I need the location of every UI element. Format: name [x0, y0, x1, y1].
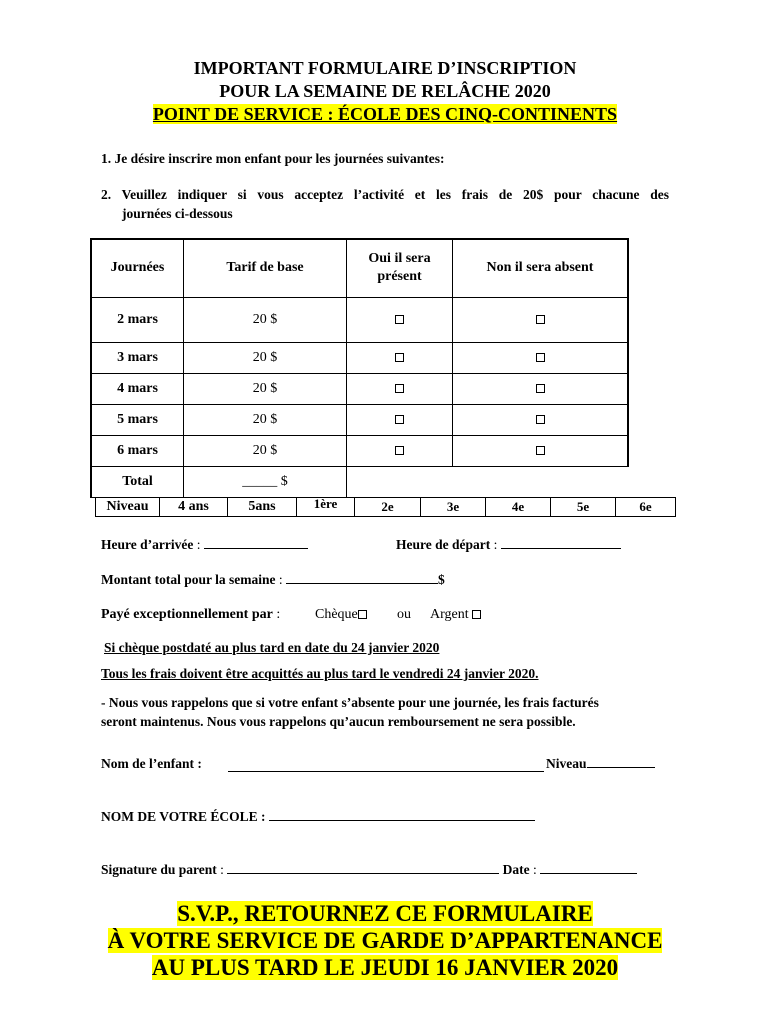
- row-rate: 20 $: [184, 342, 347, 373]
- row-rate: 20 $: [184, 404, 347, 435]
- title-line-3: [0, 103, 770, 125]
- level-option[interactable]: 5e: [551, 498, 616, 517]
- title-line-2: POUR LA SEMAINE DE RELÂCHE 2020: [219, 81, 551, 101]
- instruction-2b: journées ci-dessous: [122, 206, 233, 221]
- level-option[interactable]: 6e: [616, 498, 676, 517]
- signature-line: [101, 862, 637, 878]
- row-day: 4 mars: [91, 373, 184, 404]
- payment-sep: :: [272, 607, 281, 622]
- table-header-row: [91, 239, 628, 297]
- date-field[interactable]: [540, 873, 637, 874]
- service-point: POINT DE SERVICE : ÉCOLE DES CINQ-CONTINENTS: [152, 104, 618, 124]
- footer-line-1: [0, 899, 770, 928]
- level-table: [95, 497, 676, 517]
- header-day: Journées: [91, 239, 184, 297]
- table-row: [91, 297, 628, 342]
- arrival-sep: :: [193, 537, 204, 552]
- present-checkbox[interactable]: [395, 353, 404, 362]
- child-name-field[interactable]: [228, 756, 544, 772]
- level-option[interactable]: 2e: [355, 498, 421, 517]
- absent-checkbox-cell: [453, 404, 629, 435]
- present-checkbox[interactable]: [395, 384, 404, 393]
- row-rate: 20 $: [184, 297, 347, 342]
- header-present: [347, 239, 453, 297]
- absent-checkbox-cell: [453, 435, 629, 466]
- total-label: Total: [91, 466, 184, 497]
- footer-text-3: AU PLUS TARD LE JEUDI 16 JANVIER 2020: [151, 955, 619, 980]
- signature-sep: :: [216, 862, 228, 877]
- row-rate: 20 $: [184, 373, 347, 404]
- date-sep: :: [529, 862, 541, 877]
- payment-or: ou: [397, 607, 411, 622]
- present-checkbox-cell: [347, 404, 453, 435]
- reminder-line-1: - Nous vous rappelons que si votre enfant s’absente pour une journée, les frais facturés: [101, 695, 599, 710]
- payment-line: [101, 607, 280, 623]
- total-empty-1: [347, 466, 453, 497]
- payment-label: Payé exceptionnellement par: [101, 607, 273, 622]
- footer-line-2: [0, 926, 770, 955]
- present-checkbox-cell: [347, 342, 453, 373]
- absent-checkbox-cell: [453, 342, 629, 373]
- cash-checkbox[interactable]: [472, 610, 481, 619]
- postdated-note: Si chèque postdaté au plus tard en date du 24 janvier 2020: [104, 640, 440, 655]
- absent-checkbox[interactable]: [536, 415, 545, 424]
- present-checkbox[interactable]: [395, 315, 404, 324]
- school-line: [101, 809, 535, 825]
- schedule-table: [90, 238, 629, 498]
- total-value[interactable]: _____ $: [184, 466, 347, 497]
- absent-checkbox[interactable]: [536, 384, 545, 393]
- school-field[interactable]: [269, 820, 535, 821]
- school-label: NOM DE VOTRE ÉCOLE :: [101, 809, 266, 824]
- header-present-1: Oui il sera: [368, 251, 431, 267]
- present-checkbox-cell: [347, 297, 453, 342]
- child-level-field[interactable]: [587, 767, 655, 768]
- level-label: Niveau: [96, 498, 160, 517]
- header-present-2: présent: [377, 269, 422, 285]
- reminder-line-2: seront maintenus. Nous vous rappelons qu’aucun remboursement ne sera possible.: [101, 714, 576, 729]
- row-day: 2 mars: [91, 297, 184, 342]
- header-rate: Tarif de base: [184, 239, 347, 297]
- absent-checkbox-cell: [453, 297, 629, 342]
- level-option[interactable]: 1ère: [297, 498, 355, 517]
- present-checkbox[interactable]: [395, 446, 404, 455]
- footer-text-1: S.V.P., RETOURNEZ CE FORMULAIRE: [177, 901, 593, 926]
- total-amount-field[interactable]: [286, 583, 438, 584]
- total-amount-unit: $: [438, 572, 445, 587]
- child-name-label: Nom de l’enfant :: [101, 756, 202, 771]
- level-option[interactable]: 5ans: [228, 498, 297, 517]
- total-amount-sep: :: [275, 572, 287, 587]
- level-option[interactable]: 4 ans: [160, 498, 228, 517]
- present-checkbox-cell: [347, 373, 453, 404]
- row-day: 6 mars: [91, 435, 184, 466]
- fees-due-note: Tous les frais doivent être acquittés au plus tard le vendredi 24 janvier 2020.: [101, 666, 539, 681]
- title-line-1: IMPORTANT FORMULAIRE D’INSCRIPTION: [193, 58, 577, 78]
- level-row: [96, 498, 676, 517]
- row-day: 5 mars: [91, 404, 184, 435]
- table-row: [91, 435, 628, 466]
- payment-cheque: [315, 607, 367, 623]
- departure-line: [396, 537, 621, 553]
- absent-checkbox[interactable]: [536, 353, 545, 362]
- payment-cash: [430, 607, 481, 623]
- header-absent: Non il sera absent: [453, 239, 629, 297]
- departure-field[interactable]: [501, 548, 621, 549]
- table-row: [91, 404, 628, 435]
- total-amount-label: Montant total pour la semaine: [101, 572, 276, 587]
- absent-checkbox-cell: [453, 373, 629, 404]
- cheque-checkbox[interactable]: [358, 610, 367, 619]
- arrival-label: Heure d’arrivée: [101, 537, 194, 552]
- cash-label: Argent: [430, 607, 469, 622]
- departure-sep: :: [490, 537, 501, 552]
- absent-checkbox[interactable]: [536, 315, 545, 324]
- date-label: Date: [502, 862, 530, 877]
- table-row: [91, 373, 628, 404]
- level-option[interactable]: 3e: [421, 498, 486, 517]
- total-empty-2: [453, 466, 629, 497]
- footer-line-3: [0, 953, 770, 982]
- level-option[interactable]: 4e: [486, 498, 551, 517]
- arrival-line: [101, 537, 308, 553]
- child-level-line: [546, 756, 655, 772]
- footer-text-2: À VOTRE SERVICE DE GARDE D’APPARTENANCE: [107, 928, 663, 953]
- present-checkbox-cell: [347, 435, 453, 466]
- instruction-2a: 2. Veuillez indiquer si vous acceptez l’activité et les frais de 20$ pour chacune des: [101, 187, 669, 202]
- child-level-label: Niveau: [546, 756, 587, 771]
- absent-checkbox[interactable]: [536, 446, 545, 455]
- signature-label: Signature du parent: [101, 862, 217, 877]
- arrival-field[interactable]: [204, 548, 308, 549]
- row-rate: 20 $: [184, 435, 347, 466]
- total-row: [91, 466, 628, 497]
- departure-label: Heure de départ: [396, 537, 491, 552]
- row-day: 3 mars: [91, 342, 184, 373]
- signature-field[interactable]: [227, 873, 499, 874]
- table-row: [91, 342, 628, 373]
- total-amount-line: [101, 572, 445, 588]
- cheque-label: Chèque: [315, 607, 358, 622]
- instruction-1: 1. Je désire inscrire mon enfant pour les journées suivantes:: [101, 151, 445, 166]
- present-checkbox[interactable]: [395, 415, 404, 424]
